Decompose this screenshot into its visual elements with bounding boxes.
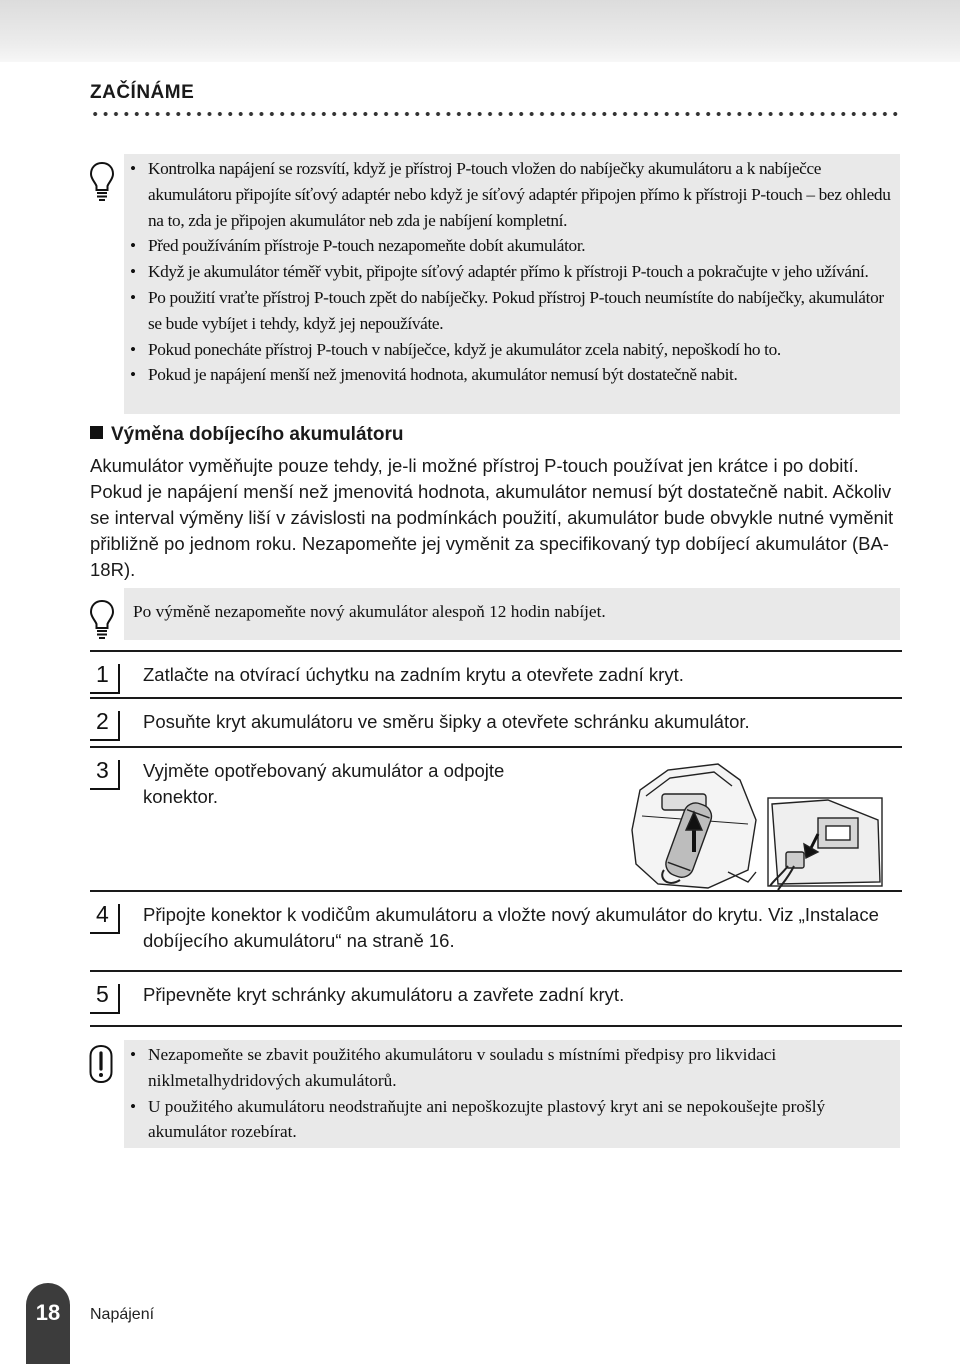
page-number-tab [26,1283,70,1364]
list-item: • Když je akumulátor téměř vybit, připojte síťový adaptér přímo k přístroji P-touch a pokračujte v jeho užívání. [130,262,869,282]
subsection-heading: Výměna dobíjecího akumulátoru [90,424,403,446]
square-bullet-icon [90,426,103,439]
tip-note-box [124,154,900,414]
lightbulb-icon [88,598,116,642]
header-band [0,0,960,62]
step-text: Připojte konektor k vodičům akumulátoru a vložte nový akumulátor do krytu. Viz „Instalace dobíjecího akumulátoru“ na straně 16. [143,904,879,951]
step-divider [90,650,902,652]
step-text: Vyjměte opotřebovaný akumulátor a odpojte konektor. [143,760,505,807]
battery-removal-illustration [628,760,886,898]
step-text: Posuňte kryt akumulátoru ve směru šipky a otevřete schránku akumulátor. [143,711,750,732]
list-item: • Pokud ponecháte přístroj P-touch v nabíječce, když je akumulátor zcela nabitý, nepoškodí ho to. [130,339,781,359]
list-item: • Po použití vraťte přístroj P-touch zpět do nabíječky. Pokud přístroj P-touch neumístíte do nabíječky, akumulátor se bude vybíjet i tehdy, když jej nepoužíváte. [130,287,884,333]
step-text: Připevněte kryt schránky akumulátoru a zavřete zadní kryt. [143,984,625,1005]
dotted-divider [90,110,902,118]
step-divider [90,970,902,972]
list-item: • U použitého akumulátoru neodstraňujte ani nepoškozujte plastový kryt ani se nepokoušejte prošlý akumulátor rozebírat. [130,1096,826,1142]
body-paragraph: Akumulátor vyměňujte pouze tehdy, je-li možné přístroj P-touch používat jen krátce i po dobití. Pokud je napájení menší než jmenovitá hodnota, akumulátor nemusí být dostatečně nabit. Ačkoliv se interval výměny liší v závislosti na podmínkách použití, akumulátor bude obvykle nutné vyměnit přibližně po jednom roku. Nezapomeňte jej vyměnit za specifikovaný typ dobíjecí akumulátor (BA-18R). [90,455,894,580]
tip-note-box [124,588,900,640]
list-item: • Kontrolka napájení se rozsvítí, když je přístroj P-touch vložen do nabíječky akumulátoru a k nabíječce akumulátoru připojíte síťový adaptér nebo když je síťový adaptér připojen přímo k přístroji P-touch – bez ohledu na to, zda je připojen akumulátor neb zda je nabíjení kompletní. [130,159,891,230]
lightbulb-icon [88,160,116,204]
step-divider [90,1025,902,1027]
page-number: 18 [35,1300,61,1325]
list-item: • Nezapomeňte se zbavit použitého akumulátoru v souladu s místními předpisy pro likvidaci niklmetalhydridových akumulátorů. [130,1045,777,1090]
list-item: • Před používáním přístroje P-touch nezapomeňte dobít akumulátor. [130,236,586,256]
step-number: 3 [96,756,120,784]
step-divider [90,697,902,699]
step-divider [90,890,902,892]
step-number: 4 [96,900,120,928]
exclamation-icon [88,1044,114,1084]
footer-section-label: Napájení [90,1306,155,1323]
step-divider [90,746,902,748]
caution-note-box [124,1040,900,1148]
step-number: 1 [96,660,120,688]
step-number: 2 [96,707,120,735]
list-item: • Pokud je napájení menší než jmenovitá hodnota, akumulátor nemusí být dostatečně nabit. [130,365,738,385]
step-text: Zatlačte na otvírací úchytku na zadním krytu a otevřete zadní kryt. [143,664,684,685]
step-number: 5 [96,980,120,1008]
section-title: ZAČÍNÁME [90,82,195,103]
tip-text: Po výměně nezapomeňte nový akumulátor alespoň 12 hodin nabíjet. [133,602,606,621]
